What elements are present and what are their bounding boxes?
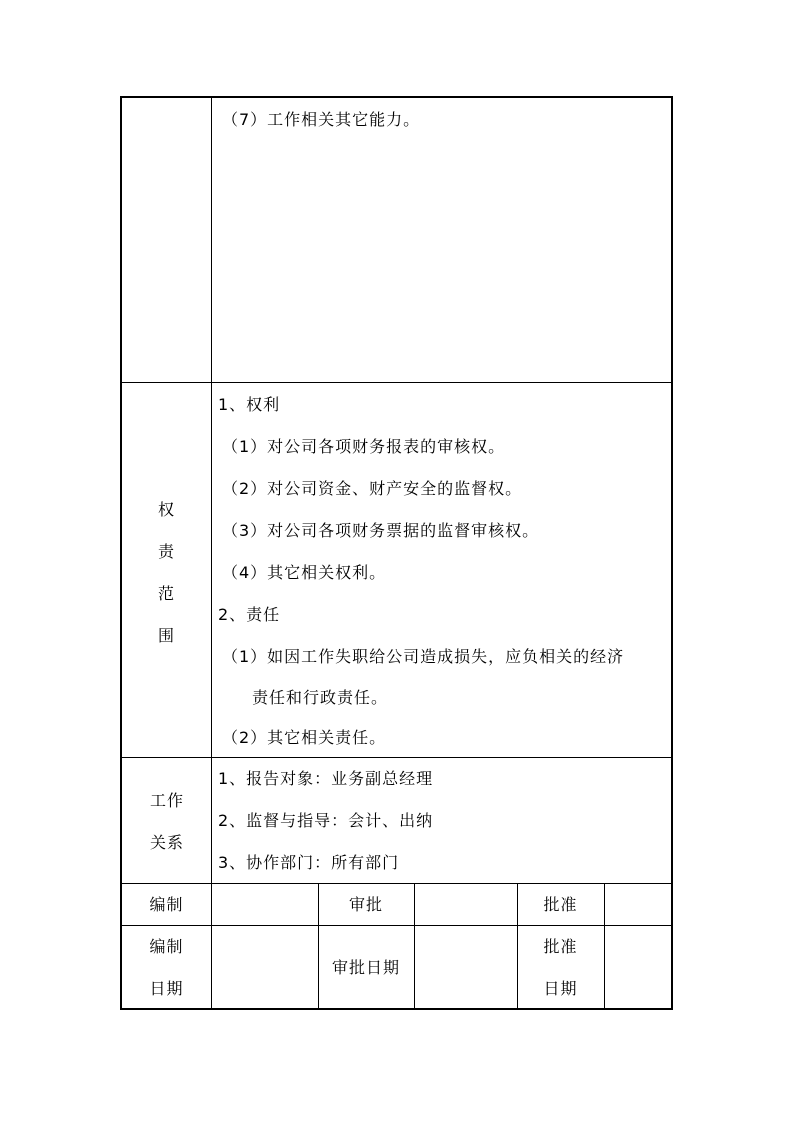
responsibility-heading: 2、责任	[218, 605, 281, 624]
reviewed-label: 审批	[348, 895, 383, 914]
row-divider-ability	[122, 382, 673, 383]
prepared-date-label-line-2: 日期	[149, 979, 184, 998]
relations-label-line-2: 关系	[150, 833, 185, 852]
approval-col-divider-4	[604, 883, 605, 1008]
row-divider-relations	[122, 883, 673, 884]
rights-heading: 1、权利	[218, 395, 281, 414]
responsibility-item-1-line-1: （1）如因工作失职给公司造成损失，应负相关的经济	[222, 647, 625, 666]
row-divider-approval	[122, 925, 673, 926]
ability-item-7: （7）工作相关其它能力。	[222, 110, 421, 129]
job-description-table	[120, 96, 673, 1010]
authority-label-char-2: 责	[158, 542, 176, 561]
row-divider-authority	[122, 757, 673, 758]
authority-label-char-4: 围	[158, 626, 176, 645]
prepared-label: 编制	[149, 895, 184, 914]
relation-item-3: 3、协作部门：所有部门	[218, 853, 400, 872]
authority-label-char-1: 权	[158, 500, 176, 519]
right-item-3: （3）对公司各项财务票据的监督审核权。	[222, 521, 540, 540]
approved-date-label-line-1: 批准	[543, 937, 578, 956]
responsibility-item-1-line-2: 责任和行政责任。	[252, 688, 389, 707]
approved-label: 批准	[543, 895, 578, 914]
right-item-2: （2）对公司资金、财产安全的监督权。	[222, 479, 523, 498]
relation-item-1: 1、报告对象：业务副总经理	[218, 769, 434, 788]
authority-label-char-3: 范	[158, 584, 176, 603]
relations-label-line-1: 工作	[150, 791, 185, 810]
responsibility-item-2: （2）其它相关责任。	[222, 728, 387, 747]
approval-col-divider-2	[414, 883, 415, 1008]
right-item-4: （4）其它相关权利。	[222, 563, 387, 582]
relation-item-2: 2、监督与指导：会计、出纳	[218, 811, 434, 830]
reviewed-date-label: 审批日期	[331, 958, 400, 977]
approved-date-label-line-2: 日期	[543, 979, 578, 998]
label-column-divider	[211, 98, 212, 1008]
right-item-1: （1）对公司各项财务报表的审核权。	[222, 437, 506, 456]
prepared-date-label-line-1: 编制	[149, 937, 184, 956]
